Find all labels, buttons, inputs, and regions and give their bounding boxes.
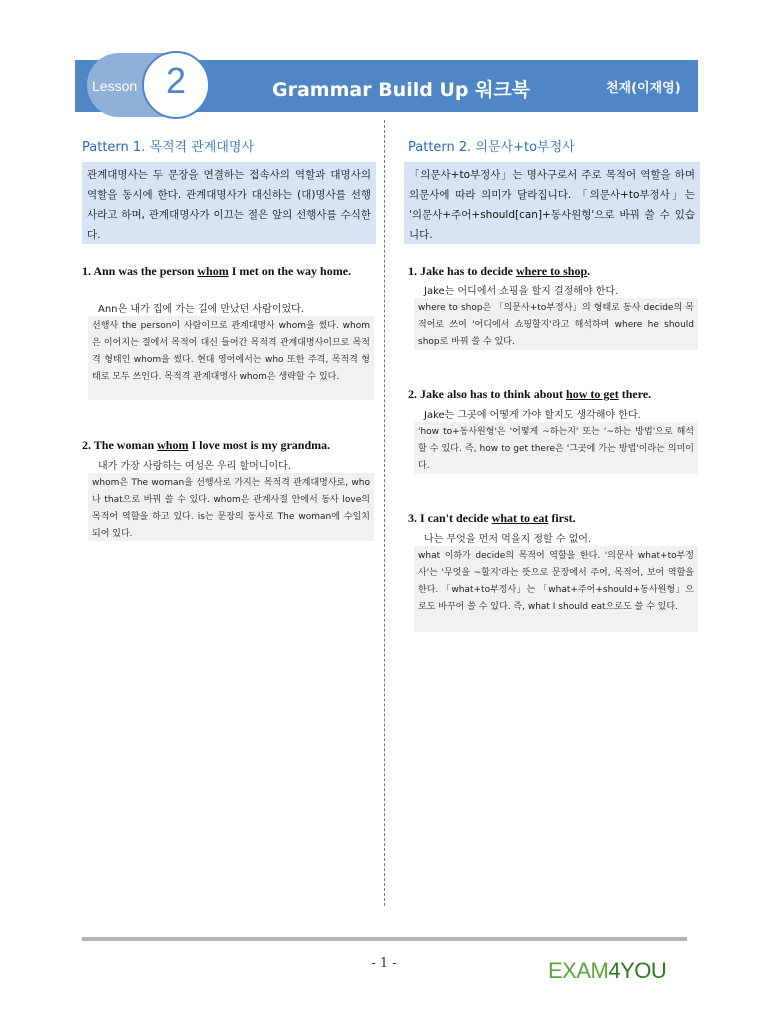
brand-logo-part-2: 4YOU [608, 958, 667, 983]
example-target: where to shop [516, 264, 588, 278]
example-text: there. [618, 387, 652, 401]
pattern-1-example-2-explanation: whom은 The woman을 선행사로 가지는 목적격 관계대명사로, who나 that으로 바꿔 쓸 수 있다. whom은 관계사절 안에서 동사 love의 목적어 역할을 하고 있다. is는 문장의 동사로 The woman에 수일치 되어 있다. [88, 473, 374, 541]
example-text: I can't decide [420, 511, 492, 525]
example-target: how to get [566, 387, 619, 401]
column-divider [384, 120, 385, 906]
pattern-1-example-1 [82, 262, 376, 280]
example-number: 2. [408, 387, 417, 401]
pattern-2-example-1-explanation: where to shop은 「의문사+to부정사」의 형태로 동사 decide의 목적어로 쓰여 '어디에서 쇼핑할지'라고 해석하며 where he should shop로 바꿔 쓸 수 있다. [414, 298, 698, 350]
example-number: 2. [82, 438, 91, 452]
pattern-2-example-3 [408, 509, 698, 527]
pattern-2-example-3-explanation: what 이하가 decide의 목적어 역할을 한다. '의문사 what+to부정사'는 '무엇을 ~할지'라는 뜻으로 문장에서 주어, 목적어, 보어 역할을 한다. 「what+to부정사」는 「what+주어+should+동사원형」으로도 바꾸어 쓸 수 있다. 즉, what I should eat으로도 쓸 수 있다. [414, 546, 698, 632]
example-number: 1. [82, 264, 91, 278]
example-number: 3. [408, 511, 417, 525]
example-target: what to eat [491, 511, 549, 525]
example-text: I met on the way home. [228, 264, 352, 278]
example-text: first. [548, 511, 576, 525]
pattern-2-example-1 [408, 262, 698, 280]
example-text: . [587, 264, 591, 278]
pattern-2-title: Pattern 2. 의문사+to부정사 [408, 140, 575, 155]
pattern-1-intro: 관계대명사는 두 문장을 연결하는 접속사의 역할과 대명사의 역할을 동시에 한다. 관계대명사가 대신하는 (대)명사를 선행사라고 하며, 관계대명사가 이끄는 절은 앞의 선행사를 수식한다. [82, 162, 376, 244]
pattern-2-example-1-translation: Jake는 어디에서 쇼핑을 할지 결정해야 한다. [424, 286, 619, 297]
page-title: Grammar Build Up 워크북 [272, 79, 531, 101]
example-number: 1. [408, 264, 417, 278]
brand-logo-part-1: EXAM [548, 958, 609, 983]
example-target: whom [157, 438, 189, 452]
footer-divider [82, 937, 687, 941]
page-number: - 1 - [371, 956, 397, 971]
pattern-1-example-2 [82, 436, 376, 454]
example-text: Jake also has to think about [420, 387, 567, 401]
brand-logo [548, 958, 666, 984]
pattern-1-example-2-translation: 내가 가장 사랑하는 여성은 우리 할머니이다. [98, 461, 291, 472]
lesson-label: Lesson [92, 78, 138, 94]
pattern-2-example-2-explanation: 'how to+동사원형'은 '어떻게 ~하는지' 또는 '~하는 방법'으로 해석할 수 있다. 즉, how to get there은 '그곳에 가는 방법'이라는 의미이다. [414, 422, 698, 474]
pattern-2-example-2-translation: Jake는 그곳에 어떻게 가야 할지도 생각해야 한다. [424, 410, 641, 421]
example-text: The woman [93, 438, 158, 452]
pattern-1-example-1-explanation: 선행사 the person이 사람이므로 관계대명사 whom을 썼다. whom은 이어지는 절에서 목적어 대신 들어간 목적격 관계대명사이므로 목적격 형태인 whom을 썼다. 현대 영어에서는 who 또한 주격, 목적격 형태로 모두 쓰인다. 목적격 관계대명사 whom은 생략할 수 있다. [88, 316, 374, 400]
example-text: Jake has to decide [420, 264, 516, 278]
pattern-1-example-1-translation: Ann은 내가 집에 가는 길에 만났던 사람이었다. [98, 304, 304, 315]
pattern-2-example-3-translation: 나는 무엇을 먼저 먹을지 정할 수 없어. [424, 534, 592, 545]
pattern-1-title: Pattern 1. 목적격 관계대명사 [82, 140, 255, 155]
pattern-2-example-2 [408, 385, 698, 403]
lesson-number: 2 [165, 60, 187, 101]
example-target: whom [197, 264, 229, 278]
example-text: I love most is my grandma. [188, 438, 331, 452]
example-text: Ann was the person [93, 264, 198, 278]
author-label: 천재(이재영) [606, 81, 681, 96]
pattern-2-intro: 「의문사+to부정사」는 명사구로서 주로 목적어 역할을 하며 의문사에 따라 의미가 달라집니다. 「의문사+to부정사」는 '의문사+주어+should[can]+동사원형'으로 바꿔 쓸 수 있습니다. [404, 162, 700, 244]
